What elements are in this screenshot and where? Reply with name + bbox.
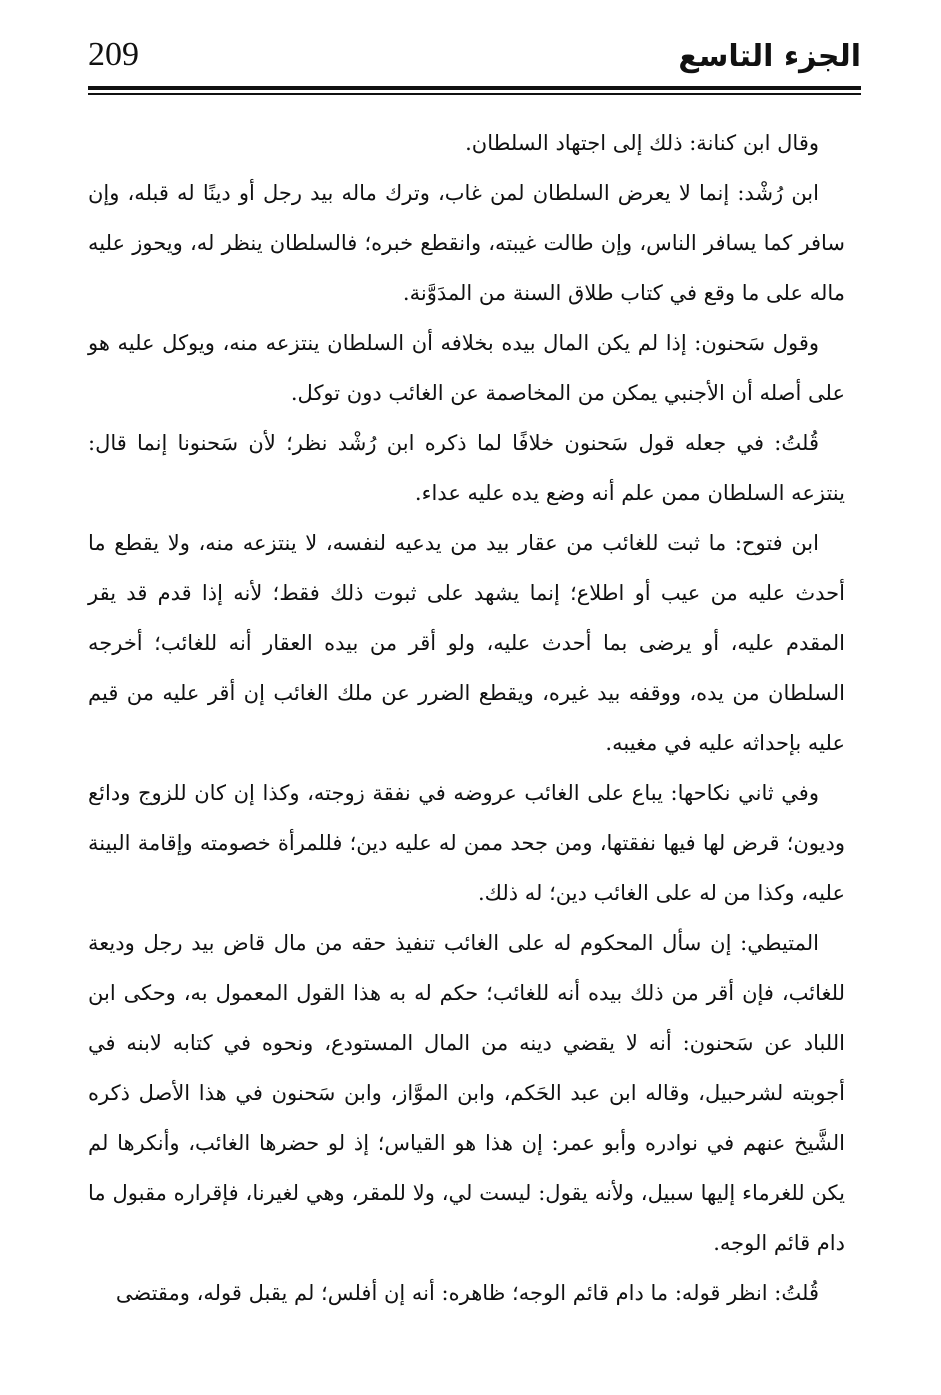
paragraph-8: قُلتُ: انظر قوله: ما دام قائم الوجه؛ ظاهره: أنه إن أفلس؛ لم يقبل قوله، ومقتضى	[115, 1281, 819, 1305]
paragraph-4: قُلتُ: في جعله قول سَحنون خلافًا لما ذكره ابن رُشْد نظر؛ لأن سَحنونا إنما قال: ينتزعه السلطان ممن علم أنه وضع يده عليه عداء.	[88, 431, 845, 505]
paragraph-2: ابن رُشْد: إنما لا يعرض السلطان لمن غاب، وترك ماله بيد رجل أو دينًا له قبله، وإن سافر كما يسافر الناس، وإن طالت غيبته، وانقطع خبره؛ فالسلطان ينظر له، ويحوز عليه ماله على ما وقع في كتاب طلاق السنة من المدَوَّنة.	[88, 181, 845, 305]
paragraph-1: وقال ابن كنانة: ذلك إلى اجتهاد السلطان.	[465, 131, 819, 155]
header-rule-thin	[88, 93, 861, 95]
paragraph-3: وقول سَحنون: إذا لم يكن المال بيده بخلافه أن السلطان ينتزعه منه، ويوكل عليه هو على أصله أن الأجنبي يمكن من المخاصمة عن الغائب دون توكل.	[88, 331, 845, 405]
header-rule-thick	[88, 86, 861, 90]
page-number: 209	[88, 36, 139, 73]
paragraph-7: المتيطي: إن سأل المحكوم له على الغائب تنفيذ حقه من مال قاض بيد رجل وديعة للغائب، فإن أقر من ذلك بيده أنه للغائب؛ حكم له به هذا القول المعمول به، وحكى ابن اللباد عن سَحنون: أنه لا يقضي دينه من المال المستودع، ونحوه في كتابه لابنه في أجوبته لشرحبيل، وقاله ابن عبد الحَكم، وابن الموَّاز، وابن سَحنون في هذا الأصل ذكره الشَّيخ عنهم في نوادره وأبو عمر: إن هذا هو القياس؛ إذ لو حضرها الغائب، وأنكرها لم يكن للغرماء إليها سبيل، ولأنه يقول: ليست لي، ولا للمقر، وهي لغيرنا، فإقراره مقبول ما دام قائم الوجه.	[88, 931, 845, 1255]
body-text	[88, 118, 845, 1318]
paragraph-5: ابن فتوح: ما ثبت للغائب من عقار بيد من يدعيه لنفسه، لا ينتزعه منه، ولا يقطع ما أحدث عليه من عيب أو اطلاع؛ إنما يشهد على ثبوت ذلك فقط؛ لأنه إذا قدم قد يقر المقدم عليه، أو يرضى بما أحدث عليه، ولو أقر من بيده العقار أنه للغائب؛ أخرجه السلطان من يده، ووقفه بيد غيره، ويقطع الضرر عن ملك الغائب إن أقر عليه من قيم عليه بإحداثه عليه في مغيبه.	[88, 531, 845, 755]
paragraph-6: وفي ثاني نكاحها: يباع على الغائب عروضه في نفقة زوجته، وكذا إن كان للزوج ودائع وديون؛ قرض لها فيها نفقتها، ومن جحد ممن له عليه دين؛ فللمرأة خصومته وإقامة البينة عليه، وكذا من له على الغائب دين؛ له ذلك.	[88, 781, 845, 905]
running-title: الجزء التاسع	[678, 39, 861, 74]
